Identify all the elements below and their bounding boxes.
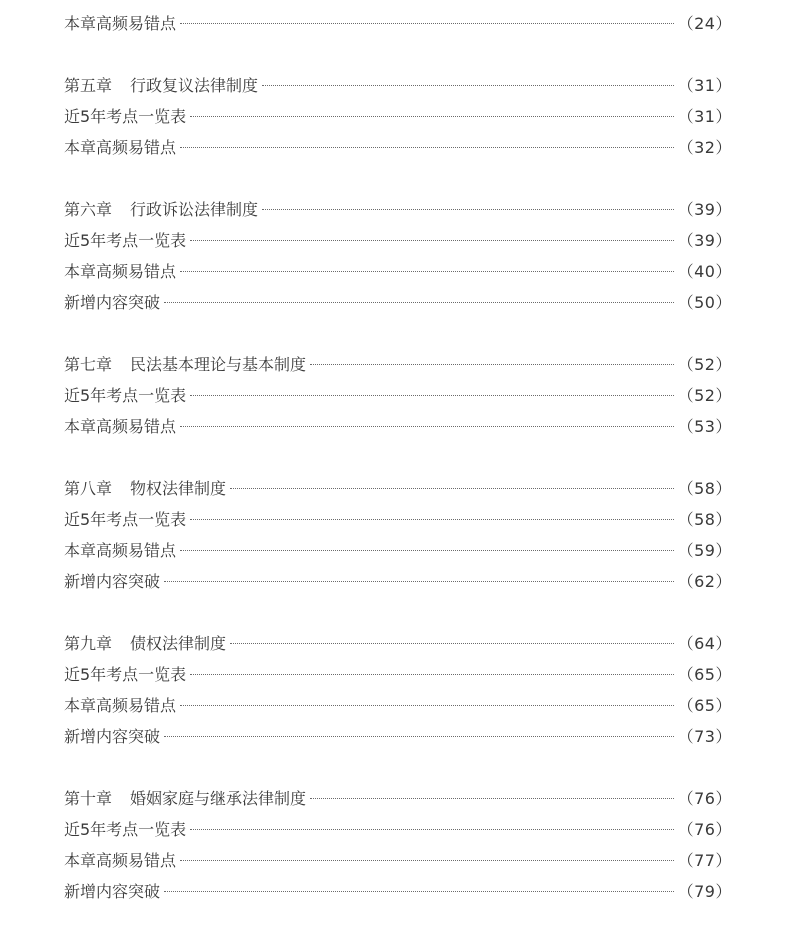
page-number: （52） xyxy=(677,386,732,405)
toc-chapter-entry[interactable] xyxy=(64,473,732,504)
toc-entry-title xyxy=(64,814,186,845)
chapter-number: 第八章 xyxy=(64,479,113,498)
page-number: （39） xyxy=(677,200,732,219)
toc-entry-title xyxy=(64,845,176,876)
toc-entry-title xyxy=(64,659,186,690)
toc-entry-title xyxy=(64,628,226,659)
toc-entry-title xyxy=(64,380,186,411)
toc-chapter-entry[interactable] xyxy=(64,783,732,814)
dot-leader xyxy=(190,519,673,520)
entry-title-text: 新增内容突破 xyxy=(64,293,161,312)
toc-entry-title xyxy=(64,225,186,256)
entry-title-text: 民法基本理论与基本制度 xyxy=(130,355,307,374)
page-number: （52） xyxy=(677,355,732,374)
dot-leader xyxy=(180,271,674,272)
dot-leader xyxy=(180,23,674,24)
toc-section-entry[interactable] xyxy=(64,690,732,721)
entry-title-text: 近5年考点一览表 xyxy=(64,386,187,405)
entry-title-text: 本章高频易错点 xyxy=(64,696,177,715)
dot-leader xyxy=(310,798,674,799)
dot-leader xyxy=(190,240,673,241)
dot-leader xyxy=(190,829,673,830)
toc-section-entry[interactable] xyxy=(64,225,732,256)
entry-title-text: 新增内容突破 xyxy=(64,727,161,746)
toc-section-entry[interactable] xyxy=(64,287,732,318)
page-number: （59） xyxy=(677,541,732,560)
entry-title-text: 近5年考点一览表 xyxy=(64,510,187,529)
page-number: （50） xyxy=(677,293,732,312)
toc-entry-title xyxy=(64,70,258,101)
chapter-number: 第六章 xyxy=(64,200,113,219)
toc-section-entry[interactable] xyxy=(64,845,732,876)
toc-entry-title xyxy=(64,690,176,721)
toc-entry-title xyxy=(64,504,186,535)
toc-chapter-entry[interactable] xyxy=(64,349,732,380)
entry-title-text: 近5年考点一览表 xyxy=(64,107,187,126)
toc-section-entry[interactable] xyxy=(64,504,732,535)
entry-title-text: 本章高频易错点 xyxy=(64,262,177,281)
toc-section-entry[interactable] xyxy=(64,721,732,752)
dot-leader xyxy=(190,674,673,675)
page-number: （24） xyxy=(677,14,732,33)
dot-leader xyxy=(164,581,674,582)
toc-section-entry[interactable] xyxy=(64,535,732,566)
entry-title-text: 本章高频易错点 xyxy=(64,14,177,33)
toc-group xyxy=(64,8,732,39)
dot-leader xyxy=(180,426,674,427)
dot-leader xyxy=(262,209,674,210)
chapter-number: 第七章 xyxy=(64,355,113,374)
page-number: （32） xyxy=(677,138,732,157)
dot-leader xyxy=(164,891,674,892)
toc-group xyxy=(64,349,732,442)
toc-chapter-entry[interactable] xyxy=(64,194,732,225)
dot-leader xyxy=(310,364,674,365)
toc-entry-title xyxy=(64,349,306,380)
toc-entry-title xyxy=(64,132,176,163)
page-number: （53） xyxy=(677,417,732,436)
dot-leader xyxy=(230,488,674,489)
page-number: （76） xyxy=(677,820,732,839)
entry-title-text: 本章高频易错点 xyxy=(64,417,177,436)
entry-title-text: 近5年考点一览表 xyxy=(64,665,187,684)
toc-section-entry[interactable] xyxy=(64,566,732,597)
toc-entry-title xyxy=(64,194,258,225)
toc-entry-title xyxy=(64,473,226,504)
dot-leader xyxy=(180,860,674,861)
toc-group xyxy=(64,473,732,597)
toc-group xyxy=(64,70,732,163)
entry-title-text: 行政诉讼法律制度 xyxy=(130,200,259,219)
dot-leader xyxy=(180,147,674,148)
entry-title-text: 近5年考点一览表 xyxy=(64,820,187,839)
page-number: （40） xyxy=(677,262,732,281)
toc-entry-title xyxy=(64,535,176,566)
page-number: （31） xyxy=(677,107,732,126)
dot-leader xyxy=(230,643,674,644)
toc-section-entry[interactable] xyxy=(64,8,732,39)
page-number: （39） xyxy=(677,231,732,250)
toc-chapter-entry[interactable] xyxy=(64,70,732,101)
page-number: （79） xyxy=(677,882,732,901)
toc-entry-title xyxy=(64,721,160,752)
entry-title-text: 债权法律制度 xyxy=(130,634,227,653)
table-of-contents xyxy=(64,8,732,938)
entry-title-text: 行政复议法律制度 xyxy=(130,76,259,95)
dot-leader xyxy=(164,736,674,737)
chapter-number: 第十章 xyxy=(64,789,113,808)
entry-title-text: 本章高频易错点 xyxy=(64,541,177,560)
toc-group xyxy=(64,783,732,907)
toc-group xyxy=(64,628,732,752)
entry-title-text: 新增内容突破 xyxy=(64,882,161,901)
toc-section-entry[interactable] xyxy=(64,132,732,163)
page-number: （31） xyxy=(677,76,732,95)
toc-entry-title xyxy=(64,287,160,318)
toc-entry-title xyxy=(64,411,176,442)
entry-title-text: 新增内容突破 xyxy=(64,572,161,591)
toc-entry-title xyxy=(64,256,176,287)
toc-entry-title xyxy=(64,783,306,814)
toc-section-entry[interactable] xyxy=(64,101,732,132)
toc-section-entry[interactable] xyxy=(64,411,732,442)
page-number: （58） xyxy=(677,479,732,498)
page-number: （73） xyxy=(677,727,732,746)
page-number: （77） xyxy=(677,851,732,870)
toc-chapter-entry[interactable] xyxy=(64,628,732,659)
entry-title-text: 物权法律制度 xyxy=(130,479,227,498)
dot-leader xyxy=(164,302,674,303)
page-number: （62） xyxy=(677,572,732,591)
toc-section-entry[interactable] xyxy=(64,814,732,845)
entry-title-text: 近5年考点一览表 xyxy=(64,231,187,250)
page-number: （64） xyxy=(677,634,732,653)
toc-section-entry[interactable] xyxy=(64,380,732,411)
dot-leader xyxy=(180,550,674,551)
toc-entry-title xyxy=(64,8,176,39)
toc-entry-title xyxy=(64,566,160,597)
toc-section-entry[interactable] xyxy=(64,256,732,287)
toc-section-entry[interactable] xyxy=(64,876,732,907)
page-number: （76） xyxy=(677,789,732,808)
dot-leader xyxy=(180,705,674,706)
page-number: （58） xyxy=(677,510,732,529)
chapter-number: 第五章 xyxy=(64,76,113,95)
entry-title-text: 婚姻家庭与继承法律制度 xyxy=(130,789,307,808)
toc-section-entry[interactable] xyxy=(64,659,732,690)
toc-group xyxy=(64,194,732,318)
toc-entry-title xyxy=(64,876,160,907)
page-number: （65） xyxy=(677,665,732,684)
dot-leader xyxy=(262,85,674,86)
entry-title-text: 本章高频易错点 xyxy=(64,851,177,870)
toc-entry-title xyxy=(64,101,186,132)
chapter-number: 第九章 xyxy=(64,634,113,653)
entry-title-text: 本章高频易错点 xyxy=(64,138,177,157)
dot-leader xyxy=(190,395,673,396)
dot-leader xyxy=(190,116,673,117)
page-number: （65） xyxy=(677,696,732,715)
